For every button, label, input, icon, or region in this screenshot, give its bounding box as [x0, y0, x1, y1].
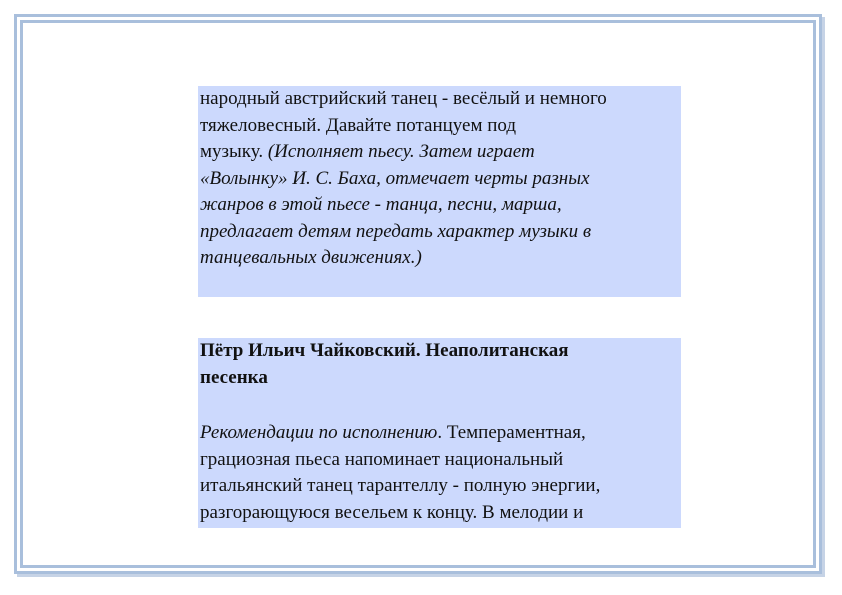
- section-title: песенка: [200, 366, 268, 388]
- text-block-bach: [198, 86, 681, 297]
- text-line: [200, 139, 679, 166]
- text-line: грациозная пьеса напоминает национальный: [200, 448, 564, 470]
- text-italic: (Исполняет пьесу. Затем играет: [267, 141, 535, 162]
- text-line-italic: «Волынку» И. С. Баха, отмечает черты разных: [200, 167, 590, 189]
- text-block-tchaikovsky: [198, 338, 681, 528]
- text-line: разгорающуюся весельем к концу. В мелодии и: [200, 501, 584, 523]
- text-normal: . Темпераментная,: [437, 422, 586, 443]
- text-line: [200, 420, 679, 447]
- text-line: итальянский танец тарантеллу - полную энергии,: [200, 475, 601, 496]
- text-line-italic: танцевальных движениях.): [200, 247, 422, 268]
- text-normal: музыку.: [200, 141, 268, 162]
- paragraph-gap: [200, 391, 679, 420]
- text-line-italic: жанров в этой пьесе - танца, песни, марша,: [200, 194, 562, 215]
- section-title: Пётр Ильич Чайковский. Неаполитанская: [200, 340, 569, 361]
- text-line-italic: предлагает детям передать характер музыки в: [200, 220, 592, 242]
- text-line: тяжеловесный. Давайте потанцуем под: [200, 114, 517, 136]
- text-line: народный австрийский танец - весёлый и немного: [200, 88, 607, 109]
- text-italic: Рекомендации по исполнению: [200, 422, 438, 443]
